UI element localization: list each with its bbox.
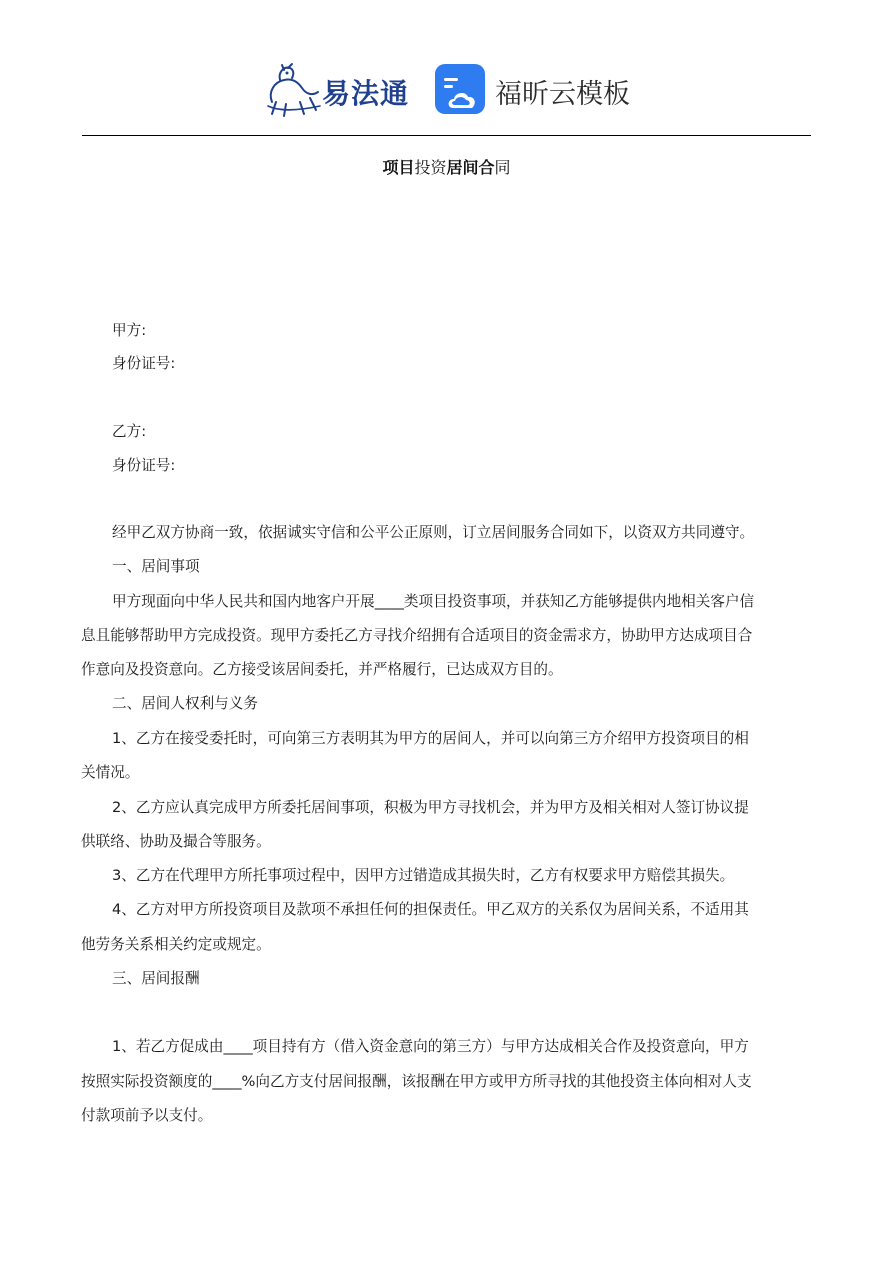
section-2-item-1-line-1: 1、乙方在接受委托时，可向第三方表明其为甲方的居间人，并可以向第三方介绍甲方投资项目的相 (112, 730, 749, 747)
section-2-item-3-line-1: 3、乙方在代理甲方所托事项过程中，因甲方过错造成其损失时，乙方有权要求甲方赔偿其损失。 (112, 867, 735, 884)
title-part-3: 居间合 (446, 158, 495, 177)
section-2-item-1-line-2: 关情况。 (81, 764, 140, 781)
party-a-id-label: 身份证号: (112, 355, 176, 372)
section-2-item-4-line-2: 他劳务关系相关约定或规定。 (81, 936, 271, 953)
title-part-2: 投资 (414, 158, 447, 177)
section-2-item-4-line-1: 4、乙方对甲方所投资项目及款项不承担任何的担保责任。甲乙双方的关系仅为居间关系，不适用其 (112, 901, 749, 918)
foxit-template-logo (435, 64, 645, 120)
header-divider (82, 135, 811, 136)
title-part-4: 同 (494, 158, 511, 177)
intro-paragraph: 经甲乙双方协商一致，依据诚实守信和公平公正原则，订立居间服务合同如下，以资双方共同遵守。 (112, 524, 755, 541)
section-2-item-2-line-2: 供联络、协助及撮合等服务。 (81, 833, 271, 850)
section-3-item-1-line-1: 1、若乙方促成由____项目持有方（借入资金意向的第三方）与甲方达成相关合作及投资意向，甲方 (112, 1038, 749, 1055)
section-2-item-2-line-1: 2、乙方应认真完成甲方所委托居间事项，积极为甲方寻找机会，并为甲方及相关相对人签订协议提 (112, 799, 749, 816)
section-1-title: 一、居间事项 (112, 558, 200, 575)
section-1-line-3: 作意向及投资意向。乙方接受该居间委托，并严格履行，已达成双方目的。 (81, 661, 563, 678)
document-title (0, 155, 893, 178)
party-b-id-label: 身份证号: (112, 457, 176, 474)
party-b-label: 乙方: (112, 423, 147, 440)
logo-right-text: 福昕云模板 (495, 79, 630, 110)
section-1-line-2: 息且能够帮助甲方完成投资。现甲方委托乙方寻找介绍拥有合适项目的资金需求方，协助甲方达成项目合 (81, 627, 753, 644)
cloud-doc-icon (435, 64, 485, 114)
yifatong-logo (262, 62, 412, 118)
section-2-title: 二、居间人权利与义务 (112, 695, 258, 712)
title-part-1: 项目 (382, 158, 415, 177)
section-3-item-1-line-2: 按照实际投资额度的____%向乙方支付居间报酬，该报酬在甲方或甲方所寻找的其他投资主体向相对人支 (81, 1073, 752, 1090)
qilin-icon (262, 62, 324, 118)
logo-left-text: 易法通 (322, 77, 410, 110)
section-1-line-1: 甲方现面向中华人民共和国内地客户开展____类项目投资事项，并获知乙方能够提供内地相关客户信 (112, 593, 755, 610)
section-3-item-1-line-3: 付款项前予以支付。 (81, 1107, 213, 1124)
page-header (0, 56, 893, 128)
party-a-label: 甲方: (112, 322, 147, 339)
section-3-title: 三、居间报酬 (112, 970, 200, 987)
